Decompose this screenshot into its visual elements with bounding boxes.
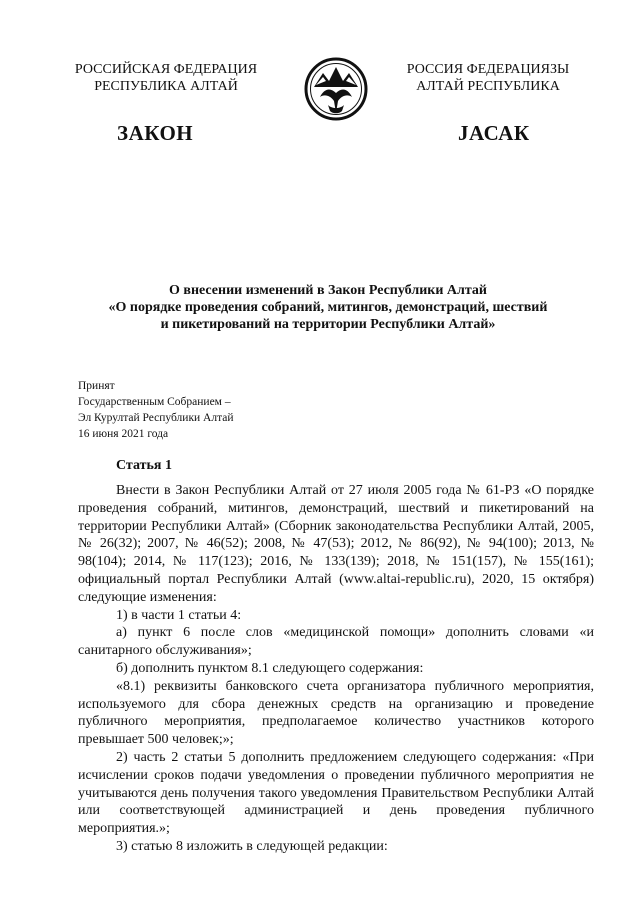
article-paragraph: 2) часть 2 статьи 5 дополнить предложением следующего содержания: «При исчислении сроков подачи уведомления о проведении публичного мероприятия не учитываются день получения такого уведомления Правительством Республики Алтай или соответствующей администрацией и день проведения публичного мероприятия.»;	[78, 749, 594, 837]
law-title-line3: и пикетирований на территории Республики Алтай»	[160, 317, 496, 332]
adoption-line1: Принят	[78, 380, 115, 392]
header-left-line2: РЕСПУБЛИКА АЛТАЙ	[94, 79, 238, 94]
law-title-line1: О внесении изменений в Закон Республики Алтай	[169, 283, 487, 298]
article-paragraph: 1) в части 1 статьи 4:	[116, 607, 242, 623]
adoption-date: 16 июня 2021 года	[78, 428, 169, 440]
article-paragraph: «8.1) реквизиты банковского счета организатора публичного мероприятия, используемого для сбора денежных средств на организацию и проведение публичного мероприятия, предполагаемое количество участников которого превышает 500 человек;»;	[78, 678, 594, 748]
header-right	[372, 61, 604, 95]
altai-republic-emblem-icon	[304, 53, 368, 125]
article-paragraph: 3) статью 8 изложить в следующей редакции:	[116, 838, 388, 854]
header-right-line2: АЛТАЙ РЕСПУБЛИКА	[416, 79, 560, 94]
adoption-line3: Эл Курултай Республики Алтай	[78, 412, 234, 424]
header-right-line1: РОССИЯ ФЕДЕРАЦИЯЗЫ	[406, 62, 570, 77]
adoption-info	[78, 378, 234, 442]
article-body	[78, 482, 594, 856]
article-paragraph: Внести в Закон Республики Алтай от 27 июля 2005 года № 61-РЗ «О порядке проведения собраний, митингов, демонстраций, шествий и пикетирований на территории Республики Алтай» (Сборник законодательства Республики Алтай, 2005, № 26(32); 2007, № 46(52); 2008, № 47(53); 2012, № 86(92), № 94(100); 2013, № 98(104); 2014, № 117(123); 2016, № 133(139); 2018, № 151(157), № 155(161); официальный портал Республики Алтай (www.altai-republic.ru), 2020, 15 октября) следующие изменения:	[78, 483, 594, 605]
article-paragraph: б) дополнить пунктом 8.1 следующего содержания:	[116, 660, 424, 676]
article-paragraph: а) пункт 6 после слов «медицинской помощи» дополнить словами «и санитарного обслуживания»;	[78, 625, 594, 659]
header-left-line1: РОССИЙСКАЯ ФЕДЕРАЦИЯ	[74, 62, 258, 77]
header-left	[40, 61, 292, 95]
law-title-line2: «О порядке проведения собраний, митингов, демонстраций, шествий	[108, 300, 548, 315]
adoption-line2: Государственным Собранием –	[78, 396, 231, 408]
doc-type-russian: ЗАКОН	[117, 121, 194, 145]
article-heading: Статья 1	[116, 458, 172, 473]
doc-type-altai: ЈАСАК	[458, 121, 530, 145]
law-title	[60, 282, 596, 333]
